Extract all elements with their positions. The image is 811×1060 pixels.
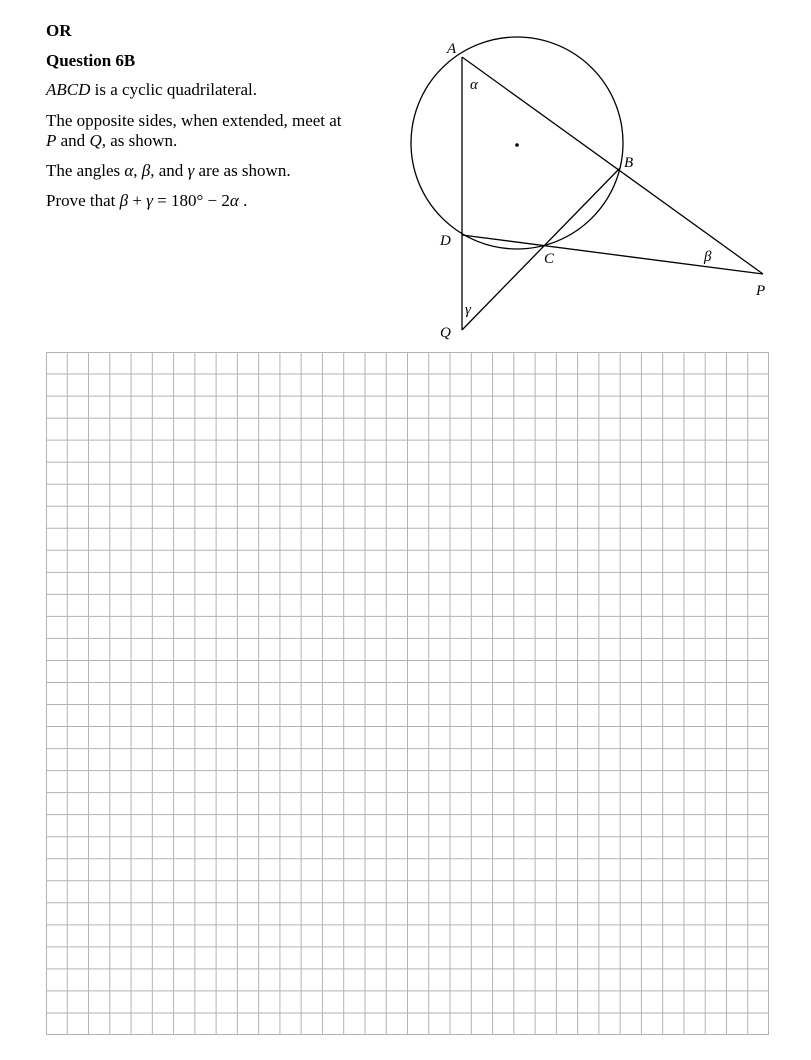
line1-text: is a cyclic quadrilateral. xyxy=(90,80,258,99)
line3-text-c: are as shown. xyxy=(194,161,291,180)
question-line-4 xyxy=(46,191,346,211)
expr-plus: + xyxy=(128,191,147,210)
label-P: P xyxy=(756,283,766,299)
answer-grid[interactable] xyxy=(46,352,769,1035)
question-line-1 xyxy=(46,80,346,100)
line-Q-B xyxy=(462,168,620,330)
line3-comma: , xyxy=(133,161,142,180)
grid-lines xyxy=(46,352,769,1035)
point-q-ref: Q xyxy=(89,131,102,150)
label-D: D xyxy=(440,233,451,249)
expr-beta: β xyxy=(119,191,129,210)
quadrilateral-name: ABCD xyxy=(46,80,91,99)
label-Q: Q xyxy=(440,325,451,341)
expr-rest: = 180° − 2 xyxy=(152,191,230,210)
line2-text-a: The opposite sides, when extended, meet at xyxy=(46,111,342,130)
circumcircle xyxy=(411,37,623,249)
circle-centre-dot xyxy=(515,143,519,147)
expr-gamma: γ xyxy=(146,191,153,210)
line2-text-b: and xyxy=(56,131,90,150)
label-gamma: γ xyxy=(465,302,471,318)
expr-alpha: α xyxy=(229,191,239,210)
label-C: C xyxy=(544,251,555,267)
question-title: Question 6B xyxy=(46,51,136,70)
cyclic-quadrilateral-diagram xyxy=(400,30,790,350)
line4-text-a: Prove that xyxy=(46,191,120,210)
label-alpha: α xyxy=(470,77,478,93)
line3-text-a: The angles xyxy=(46,161,125,180)
alpha-ref: α xyxy=(124,161,134,180)
expr-end: . xyxy=(238,191,248,210)
beta-ref: β xyxy=(141,161,151,180)
or-heading: OR xyxy=(46,21,72,40)
label-beta: β xyxy=(704,249,712,265)
gamma-ref: γ xyxy=(187,161,195,180)
label-B: B xyxy=(624,155,634,171)
label-A: A xyxy=(447,41,457,57)
line3-text-b: , and xyxy=(150,161,188,180)
point-p-ref: P xyxy=(46,131,57,150)
question-line-2 xyxy=(46,111,346,151)
line2-text-c: , as shown. xyxy=(101,131,178,150)
question-line-3 xyxy=(46,161,346,181)
